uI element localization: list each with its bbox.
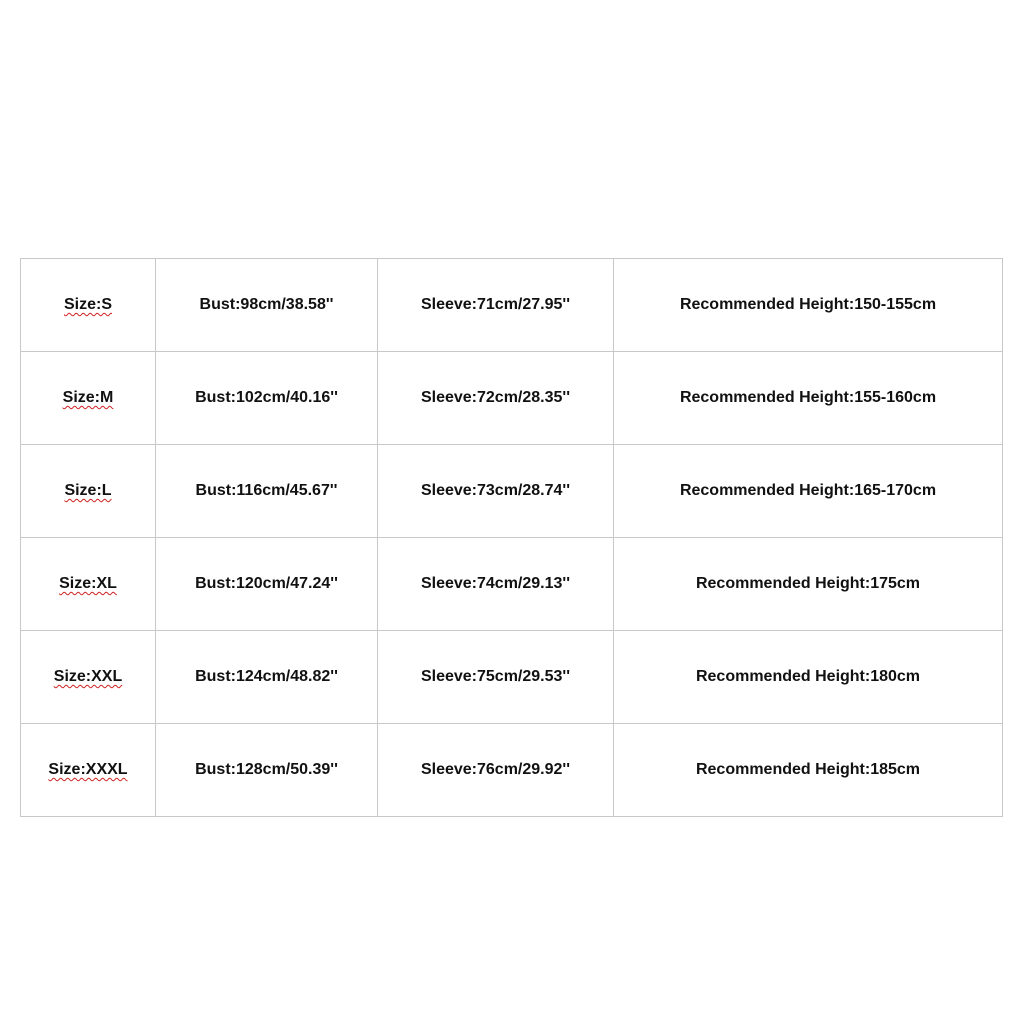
table-row (21, 445, 1003, 538)
size-label: Size:XXL (53, 668, 123, 685)
height-cell: Recommended Height:180cm (614, 631, 1003, 724)
size-cell (21, 445, 156, 538)
size-cell (21, 259, 156, 352)
height-cell: Recommended Height:165-170cm (614, 445, 1003, 538)
size-cell (21, 538, 156, 631)
size-cell (21, 352, 156, 445)
size-label: Size:XL (59, 575, 117, 592)
table-row (21, 538, 1003, 631)
size-cell (21, 724, 156, 817)
size-label: Size:XXXL (48, 761, 128, 778)
table-row (21, 259, 1003, 352)
bust-cell: Bust:124cm/48.82'' (156, 631, 378, 724)
height-cell: Recommended Height:155-160cm (614, 352, 1003, 445)
size-label: Size:S (63, 296, 112, 313)
size-label: Size:L (64, 482, 112, 499)
sleeve-cell: Sleeve:72cm/28.35'' (378, 352, 614, 445)
table-row (21, 724, 1003, 817)
size-chart-body (21, 259, 1003, 817)
bust-cell: Bust:98cm/38.58'' (156, 259, 378, 352)
sleeve-cell: Sleeve:71cm/27.95'' (378, 259, 614, 352)
table-row (21, 352, 1003, 445)
size-label: Size:M (62, 389, 114, 406)
bust-cell: Bust:116cm/45.67'' (156, 445, 378, 538)
sleeve-cell: Sleeve:76cm/29.92'' (378, 724, 614, 817)
height-cell: Recommended Height:175cm (614, 538, 1003, 631)
sleeve-cell: Sleeve:75cm/29.53'' (378, 631, 614, 724)
sleeve-cell: Sleeve:73cm/28.74'' (378, 445, 614, 538)
size-chart-table (20, 258, 1003, 817)
bust-cell: Bust:128cm/50.39'' (156, 724, 378, 817)
size-cell (21, 631, 156, 724)
height-cell: Recommended Height:150-155cm (614, 259, 1003, 352)
bust-cell: Bust:102cm/40.16'' (156, 352, 378, 445)
sleeve-cell: Sleeve:74cm/29.13'' (378, 538, 614, 631)
table-row (21, 631, 1003, 724)
bust-cell: Bust:120cm/47.24'' (156, 538, 378, 631)
height-cell: Recommended Height:185cm (614, 724, 1003, 817)
